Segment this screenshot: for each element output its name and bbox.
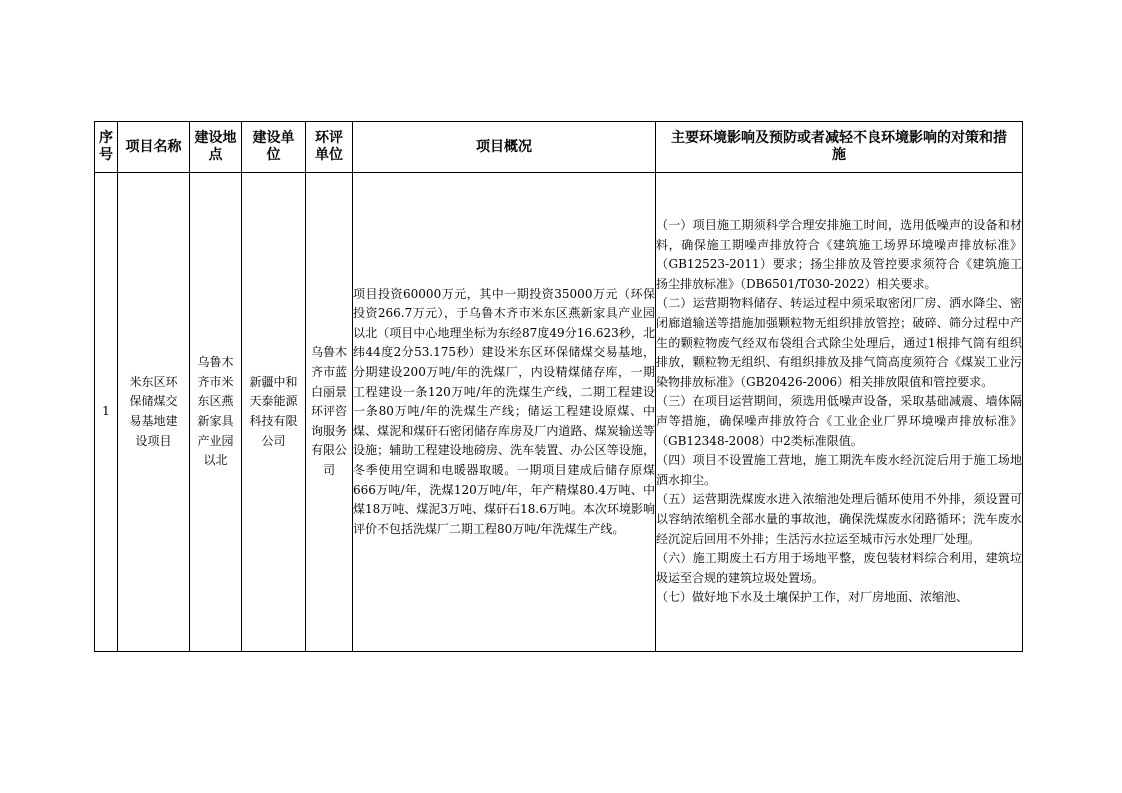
table-row <box>95 173 1023 652</box>
header-name: 项目名称 <box>118 122 190 173</box>
project-table <box>94 121 1023 652</box>
header-location: 建设地点 <box>190 122 242 173</box>
measure-item: （三）在项目运营期间，须选用低噪声设备，采取基础减震、墙体隔声等措施，确保噪声排放符合《工业企业厂界环境噪声排放标准》（GB12348-2008）中2类标准限值。 <box>656 394 1022 448</box>
row-project-name: 米东区环保储煤交易基地建设项目 <box>118 173 190 652</box>
row-overview: 项目投资60000万元，其中一期投资35000万元（环保投资266.7万元），于乌鲁木齐市米东区燕新家具产业园以北（项目中心地理坐标为东经87度49分16.623秒，北纬44度2分53.175秒）建设米东区环保储煤交易基地，分期建设200万吨/年的洗煤厂，内设精煤储存库，一期工程建设一条120万吨/年的洗煤生产线，二期工程建设一条80万吨/年的洗煤生产线；储运工程建设原煤、中煤、煤泥和煤矸石密闭储存库房及厂内道路、煤炭输送等设施；辅助工程建设地磅房、洗车装置、办公区等设施，冬季使用空调和电暖器取暖。一期项目建成后储存原煤666万吨/年，洗煤120万吨/年，年产精煤80.4万吨、中煤18万吨、煤泥3万吨、煤矸石18.6万吨。本次环境影响评价不包括洗煤厂二期工程80万吨/年洗煤生产线。 <box>353 173 656 652</box>
header-seq: 序号 <box>95 122 118 173</box>
measure-item: （六）施工期废土石方用于场地平整，废包装材料综合利用，建筑垃圾运至合规的建筑垃圾处置场。 <box>656 551 1022 585</box>
measure-item: （四）项目不设置施工营地，施工期洗车废水经沉淀后用于施工场地洒水抑尘。 <box>656 453 1022 487</box>
table-header-row <box>95 122 1023 173</box>
measure-item: （二）运营期物料储存、转运过程中须采取密闭厂房、洒水降尘、密闭廊道输送等措施加强颗粒物无组织排放管控；破碎、筛分过程中产生的颗粒物废气经双布袋组合式除尘处理后，通过1根排气筒有组织排放，颗粒物无组织、有组织排放及排气筒高度须符合《煤炭工业污染物排放标准》（GB20426-2006）相关排放限值和管控要求。 <box>656 296 1022 389</box>
header-builder: 建设单位 <box>242 122 306 173</box>
header-overview: 项目概况 <box>353 122 656 173</box>
measure-item: （七）做好地下水及土壤保护工作，对厂房地面、浓缩池、 <box>656 590 969 605</box>
measure-item: （五）运营期洗煤废水进入浓缩池处理后循环使用不外排，须设置可以容纳浓缩机全部水量的事故池，确保洗煤废水闭路循环；洗车废水经沉淀后回用不外排；生活污水拉运至城市污水处理厂处理。 <box>656 492 1022 546</box>
header-measures: 主要环境影响及预防或者减轻不良环境影响的对策和措施 <box>656 122 1023 173</box>
row-builder: 新疆中和天泰能源科技有限公司 <box>242 173 306 652</box>
row-location: 乌鲁木齐市米东区燕新家具产业园以北 <box>190 173 242 652</box>
row-measures <box>656 173 1023 652</box>
row-eia-unit: 乌鲁木齐市蓝白丽景环评咨询服务有限公司 <box>306 173 353 652</box>
measure-item: （一）项目施工期须科学合理安排施工时间，选用低噪声的设备和材料，确保施工期噪声排放符合《建筑施工场界环境噪声排放标准》（GB12523-2011）要求；扬尘排放及管控要求须符合《建筑施工扬尘排放标准》（DB6501/T030-2022）相关要求。 <box>656 218 1022 291</box>
header-eia-unit: 环评单位 <box>306 122 353 173</box>
row-seq: 1 <box>95 173 118 652</box>
